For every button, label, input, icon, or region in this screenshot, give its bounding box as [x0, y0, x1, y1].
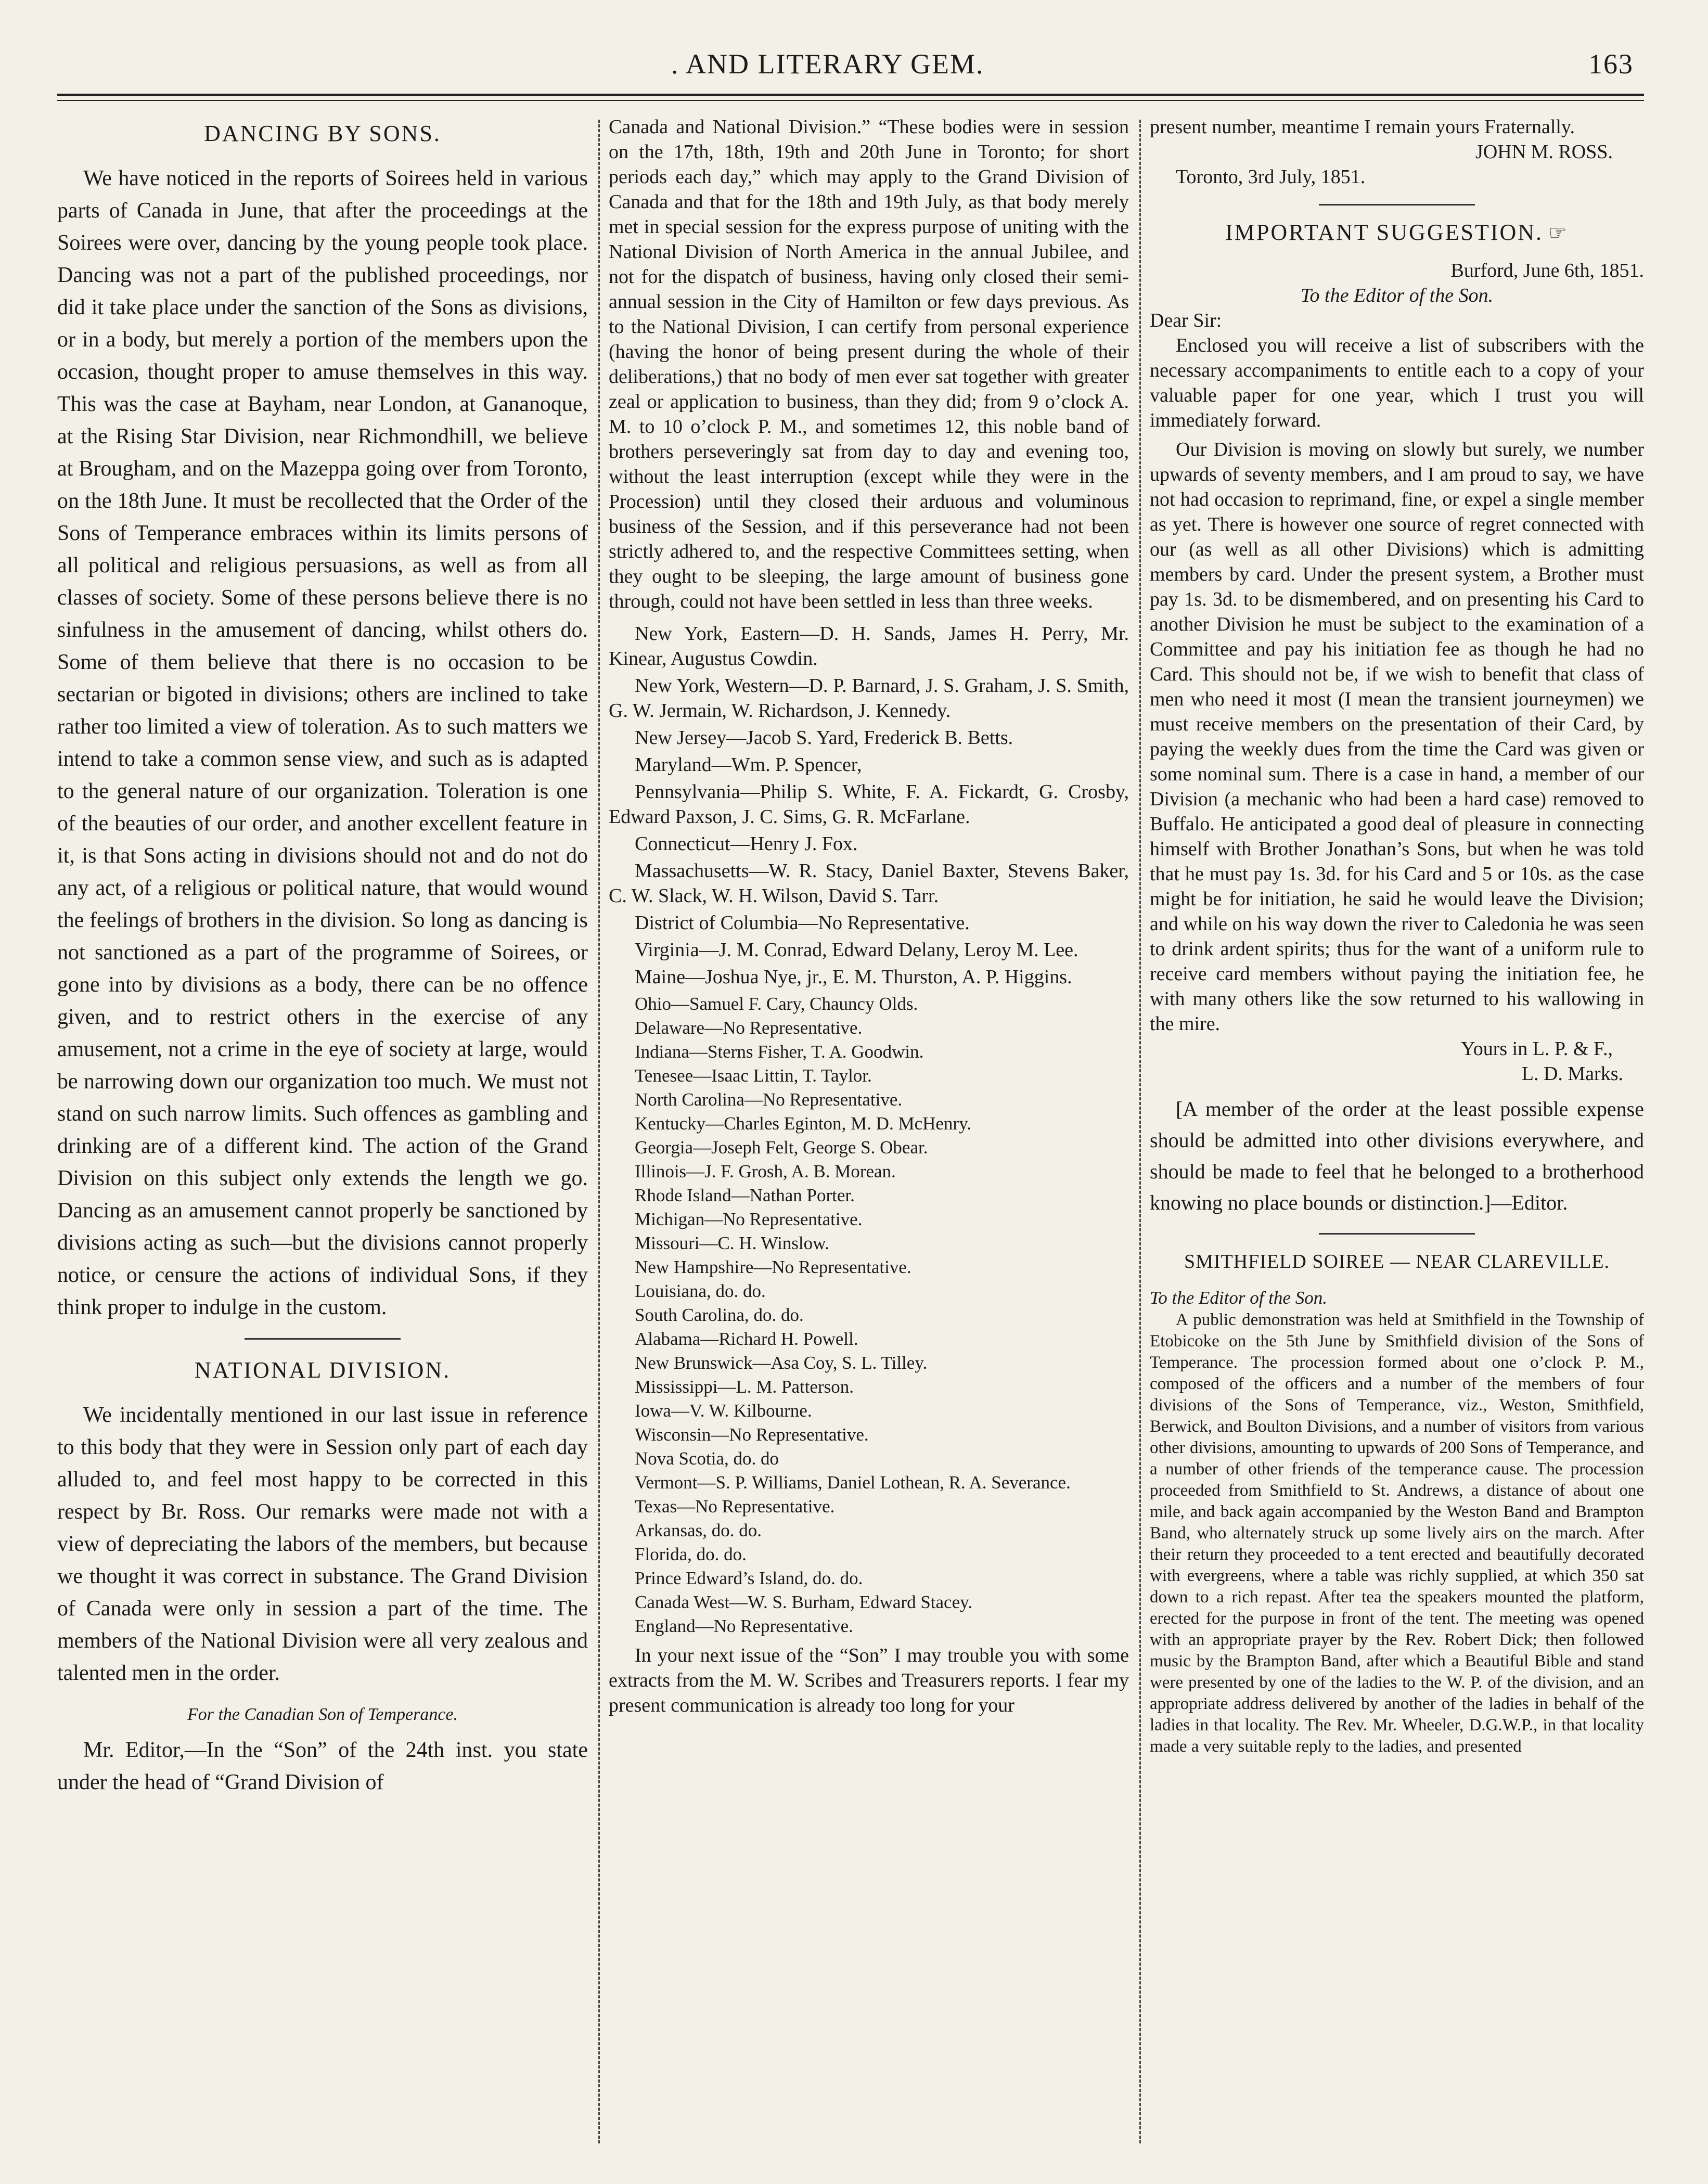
addressee: To the Editor of the Son. — [1300, 285, 1494, 306]
addressee-2: To the Editor of the Son. — [1150, 1288, 1327, 1308]
salutation: Dear Sir: — [1150, 310, 1222, 331]
list-item: Florida, do. do. — [635, 1544, 747, 1564]
list-item: Nova Scotia, do. do — [635, 1448, 779, 1469]
list-item: Maine—Joshua Nye, jr., E. M. Thurston, A. P. Higgins. — [635, 966, 1072, 988]
list-item: Vermont—S. P. Williams, Daniel Lothean, R. A. Severance. — [635, 1472, 1071, 1493]
pointing-hand-icon: ☞ — [1548, 221, 1569, 245]
letter-start: Mr. Editor,—In the “Son” of the 24th inst. you state under the head of “Grand Division of — [57, 1738, 588, 1794]
list-item: South Carolina, do. do. — [635, 1305, 804, 1325]
masthead-title: . AND LITERARY GEM. — [671, 48, 984, 80]
representatives-list-b — [609, 993, 1129, 1638]
list-item: Ohio—Samuel F. Cary, Chauncy Olds. — [635, 994, 918, 1014]
article-title-national: NATIONAL DIVISION. — [194, 1357, 451, 1383]
list-item: Mississippi—L. M. Patterson. — [635, 1377, 854, 1397]
section-rule — [245, 1338, 401, 1340]
list-item: Prince Edward’s Island, do. do. — [635, 1568, 863, 1588]
list-item: Canada West—W. S. Burham, Edward Stacey. — [635, 1592, 973, 1612]
representatives-list-a — [609, 621, 1129, 990]
signature-place: Toronto, 3rd July, 1851. — [1176, 166, 1366, 188]
dateline: Burford, June 6th, 1851. — [1450, 260, 1644, 281]
list-item: Iowa—V. W. Kilbourne. — [635, 1401, 812, 1421]
list-item: Missouri—C. H. Winslow. — [635, 1233, 829, 1253]
list-item: Massachusetts—W. R. Stacy, Daniel Baxter, Stevens Baker, C. W. Slack, W. H. Wilson, David S. Tarr. — [609, 860, 1129, 907]
list-item: New York, Western—D. P. Barnard, J. S. Graham, J. S. Smith, G. W. Jermain, W. Richardson, J. Kennedy. — [609, 675, 1129, 722]
article-body-national: We incidentally mentioned in our last issue in reference to this body that they were in Session only part of each day alluded to, and feel most happy to be corrected in this respect by Br. Ross. Our remarks were made not with a view of depreciating the labors of the members, but because we thought it was correct in substance. The Grand Division of Canada were only in session a part of the time. The members of the National Division were all very zealous and talented men in the order. — [57, 1403, 588, 1685]
signature-ross: JOHN M. ROSS. — [1475, 141, 1613, 163]
header-rule-thin — [57, 100, 1644, 101]
section-rule — [1319, 1233, 1475, 1235]
list-item: Arkansas, do. do. — [635, 1520, 762, 1540]
column-divider-1 — [598, 120, 600, 2143]
section-rule — [1319, 204, 1475, 205]
list-item: Kentucky—Charles Eginton, M. D. McHenry. — [635, 1113, 972, 1134]
article-title-smithfield: SMITHFIELD SOIREE — NEAR CLAREVILLE. — [1184, 1251, 1610, 1273]
smithfield-body: A public demonstration was held at Smithfield in the Township of Etobicoke on the 5th June by Smithfield division of the Sons of Temperance. The procession formed about one o’clock P. M., composed of the officers and a number of the members of four divisions of the Sons of Temperance, viz., Weston, Smithfield, Berwick, and Boulton Divisions, and a number of visitors from various other divisions, amounting to upwards of 200 Sons of Temperance, and a number of other friends of the temperance cause. The procession proceeded from Smithfield to St. Andrews, a distance of about one mile, and back again accompanied by the Weston Band and Brampton Band, who alternately struck up some lively airs on the march. After their return they proceeded to a tent erected and beautifully decorated with evergreens, where a table was richly supplied, at which 350 sat down to a rich repast. After tea the speakers mounted the platform, erected for the purpose in front of the tent. The meeting was opened with an appropriate prayer by the Rev. Robert Dick; then followed music by the Brampton Band, after which a Beautiful Bible and stand were presented by one of the ladies to the W. P. of the division, and an appropriate address delivered by another of the ladies in behalf of the ladies in that locality. The Rev. Mr. Wheeler, D.G.W.P., in that locality made a very suitable reply to the ladies, and presented — [1150, 1311, 1644, 1756]
list-item: Georgia—Joseph Felt, George S. Obear. — [635, 1137, 928, 1158]
column-1 — [57, 114, 588, 2143]
list-item: Maryland—Wm. P. Spencer, — [635, 754, 862, 776]
suggestion-para-1: Enclosed you will receive a list of subscribers with the necessary accompaniments to entitle each to a copy of your valuable paper for one year, which I trust you will immediately forward. — [1150, 335, 1644, 431]
article-title-important — [1150, 220, 1644, 246]
suggestion-para-2: Our Division is moving on slowly but surely, we number upwards of seventy members, and I am proud to say, we have not had occasion to reprimand, fine, or expel a single member as yet. There is however one source of regret connected with our (as well as all other Divisions) which is admitting members by card. Under the present system, a Brother must pay 1s. 3d. to be dismembered, and on presenting his Card to another Division he must be subject to the examination of a Committee and pay his initiation fee as though he had no Card. This should not be, if we wish to benefit that class of men who need it most (I mean the transient journeymen) we must receive members on the presentation of their Card, by paying the weekly dues from the time the Card was given or some nominal sum. There is a case in hand, a member of our Division (a mechanic who had been a hard case) removed to Buffalo. He anticipated a good deal of pleasure in connecting himself with Brother Jonathan’s Sons, but when he was told that he must pay 1s. 3d. for his Card and 5 or 10s. as the case might be for initiation, he said he would leave the Division; and while on his way down the river to Caledonia he was seen to drink ardent spirits; thus for the want of a uniform rule to receive card members without paying the initiation fee, he with many others like the sow returned to his wallowing in the mire. — [1150, 439, 1644, 1035]
list-item: Delaware—No Representative. — [635, 1018, 863, 1038]
list-item: Virginia—J. M. Conrad, Edward Delany, Leroy M. Lee. — [635, 939, 1078, 961]
list-item: Pennsylvania—Philip S. White, F. A. Fickardt, G. Crosby, Edward Paxson, J. C. Sims, G. R. McFarlane. — [609, 781, 1129, 828]
list-item: Alabama—Richard H. Powell. — [635, 1329, 858, 1349]
list-item: New Brunswick—Asa Coy, S. L. Tilley. — [635, 1353, 928, 1373]
list-item: Texas—No Representative. — [635, 1496, 835, 1517]
list-item: Rhode Island—Nathan Porter. — [635, 1185, 855, 1205]
page-number: 163 — [1588, 48, 1634, 80]
letter-closing: In your next issue of the “Son” I may trouble you with some extracts from the M. W. Scribes and Treasurers reports. I fear my present communication is already too long for your — [609, 1645, 1129, 1716]
article-body-dancing: We have noticed in the reports of Soirees held in various parts of Canada in June, that after the proceedings at the Soirees were over, dancing by the young people took place. Dancing was not a part of the published proceedings, nor did it take place under the sanction of the Sons as divisions, or in a body, but merely a portion of the members upon the occasion, thought proper to amuse themselves in this way. This was the case at Bayham, near London, at Gananoque, at the Rising Star Division, near Richmondhill, we believe at Brougham, and on the Mazeppa going over from Toronto, on the 18th June. It must be recollected that the Order of the Sons of Temperance embraces within its limits persons of all political and religious persuasions, as well as from all classes of society. Some of these persons believe there is no sinfulness in the amusement of dancing, whilst others do. Some of them believe that there is no occasion to be sectarian or bigoted in divisions; others are inclined to take rather too limited a view of toleration. As to such matters we intend to take a common sense view, and such as is adapted to the general nature of our organization. Toleration is one of the beauties of our order, and another excellent feature in it, is that Sons acting in divisions should not and do not do any act, of a religious or political nature, that would wound the feelings of brothers in the division. So long as dancing is not sanctioned as a part of the programme of Soirees, or gone into by divisions as a body, there can be no offence given, and to restrict others in the exercise of any amusement, not a crime in the eye of society at large, would be narrowing down our organization too much. We must not stand on such narrow limits. Such offences as gambling and drinking are of a different kind. The action of the Grand Division on this subject only extends the length we go. Dancing as an amusement cannot properly be sanctioned by divisions acting as such—but the divisions cannot properly notice, or censure the actions of individual Sons, if they think proper to indulge in the custom. — [57, 166, 588, 1319]
article-title-dancing: DANCING BY SONS. — [204, 121, 441, 146]
list-item: New Jersey—Jacob S. Yard, Frederick B. Betts. — [635, 727, 1013, 749]
closing-yours: Yours in L. P. & F., — [1461, 1038, 1613, 1060]
list-item: Connecticut—Henry J. Fox. — [635, 833, 858, 855]
list-item: Wisconsin—No Representative. — [635, 1424, 869, 1445]
list-item: England—No Representative. — [635, 1616, 853, 1636]
editor-note: [A member of the order at the least possible expense should be admitted into other divisions everywhere, and should be made to feel that he belonged to a brotherhood knowing no place bounds or distinction.]—Editor. — [1150, 1097, 1644, 1214]
list-item: North Carolina—No Representative. — [635, 1089, 903, 1110]
important-title-text: IMPORTANT SUGGESTION. — [1225, 220, 1544, 245]
list-item: Illinois—J. F. Grosh, A. B. Morean. — [635, 1161, 896, 1181]
letter-continuation: Canada and National Division.” “These bodies were in session on the 17th, 18th, 19th and 20th June in Toronto; for short periods each day,” which may apply to the Grand Division of Canada and that for the 18th and 19th July, as that body merely met in special session for the express purpose of uniting with the National Division of North America in the annual Jubilee, and not for the dispatch of business, having only closed their semi-annual session in the City of Hamilton or few days previous. As to the National Division, I can certify from personal experience (having the honor of being present during the whole of their deliberations,) that no body of men ever sat together with greater zeal or application to business, than they did; from 9 o’clock A. M. to 10 o’clock P. M., and sometimes 12, this noble band of brothers perseveringly sat from day to day and evening too, without the least interruption (except while they were in the Procession) until they closed their arduous and voluminous business of the Session, and if this perseverance had not been strictly adhered to, and the respective Committees setting, when they ought to be sleeping, the large amount of business gone through, could not have been settled in less than three weeks. — [609, 116, 1129, 612]
letter-end: present number, meantime I remain yours Fraternally. — [1150, 116, 1575, 138]
column-3 — [1150, 114, 1644, 2143]
list-item: Louisiana, do. do. — [635, 1281, 766, 1301]
letter-caption: For the Canadian Son of Temperance. — [187, 1705, 458, 1724]
signature-marks: L. D. Marks. — [1521, 1063, 1623, 1085]
list-item: Michigan—No Representative. — [635, 1209, 863, 1229]
newspaper-page — [57, 42, 1644, 2154]
column-divider-2 — [1139, 120, 1141, 2143]
header-rule — [57, 94, 1644, 96]
list-item: New York, Eastern—D. H. Sands, James H. Perry, Mr. Kinear, Augustus Cowdin. — [609, 623, 1129, 670]
list-item: New Hampshire—No Representative. — [635, 1257, 911, 1277]
list-item: District of Columbia—No Representative. — [635, 912, 970, 934]
list-item: Tenesee—Isaac Littin, T. Taylor. — [635, 1065, 872, 1086]
list-item: Indiana—Sterns Fisher, T. A. Goodwin. — [635, 1042, 924, 1062]
column-2 — [609, 114, 1129, 2143]
